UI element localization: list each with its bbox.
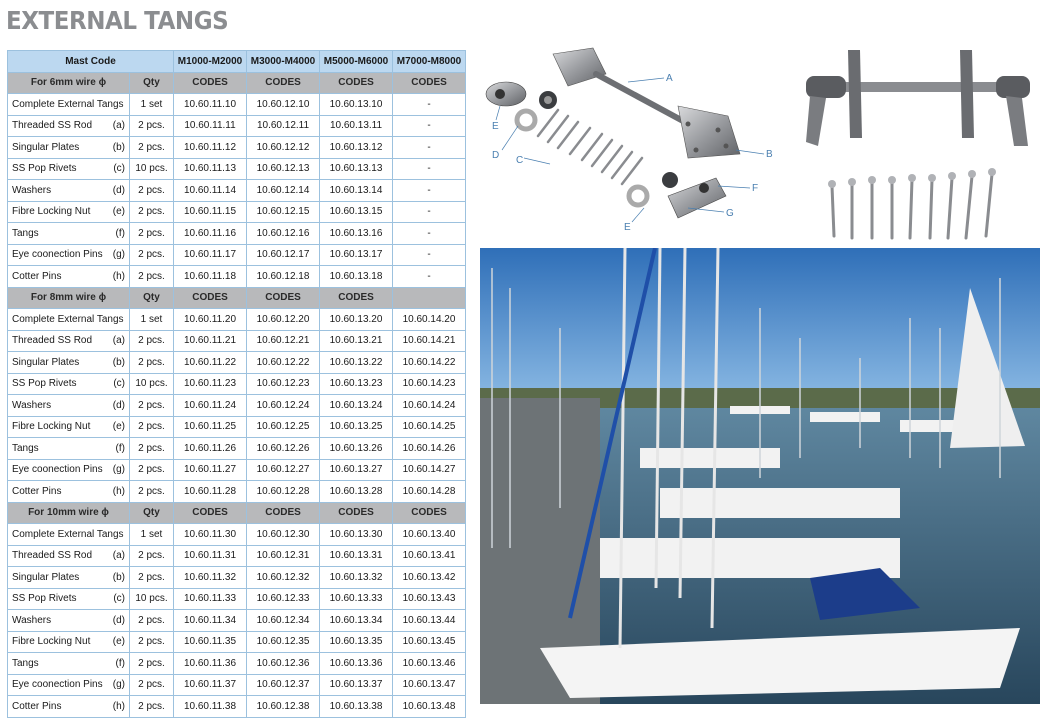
qty-cell: 2 pcs. bbox=[130, 137, 174, 159]
codes-header bbox=[393, 287, 466, 309]
item-ref: (e) bbox=[112, 421, 125, 433]
item-name: Complete External Tangs bbox=[12, 98, 124, 110]
code-cell: 10.60.12.26 bbox=[247, 438, 320, 460]
code-cell: 10.60.13.21 bbox=[320, 330, 393, 352]
code-cell: 10.60.13.28 bbox=[320, 481, 393, 503]
code-cell: - bbox=[393, 266, 466, 288]
item-cell bbox=[8, 352, 130, 374]
qty-cell: 2 pcs. bbox=[130, 610, 174, 632]
item-cell bbox=[8, 631, 130, 653]
code-cell: 10.60.13.22 bbox=[320, 352, 393, 374]
table-row bbox=[8, 481, 466, 503]
code-cell: 10.60.13.42 bbox=[393, 567, 466, 589]
code-cell: 10.60.12.13 bbox=[247, 158, 320, 180]
code-cell: 10.60.12.20 bbox=[247, 309, 320, 331]
qty-cell: 1 set bbox=[130, 309, 174, 331]
item-ref: (e) bbox=[112, 206, 125, 218]
code-cell: 10.60.12.12 bbox=[247, 137, 320, 159]
table-row bbox=[8, 244, 466, 266]
code-cell: 10.60.14.22 bbox=[393, 352, 466, 374]
code-cell: 10.60.11.37 bbox=[174, 674, 247, 696]
code-cell: 10.60.13.36 bbox=[320, 653, 393, 675]
table-row bbox=[8, 545, 466, 567]
table-row bbox=[8, 223, 466, 245]
mast-column-header: M3000-M4000 bbox=[247, 51, 320, 73]
table-row bbox=[8, 94, 466, 116]
code-cell: 10.60.11.22 bbox=[174, 352, 247, 374]
code-cell: 10.60.13.40 bbox=[393, 524, 466, 546]
table-row bbox=[8, 610, 466, 632]
code-cell: 10.60.12.28 bbox=[247, 481, 320, 503]
table-row bbox=[8, 309, 466, 331]
qty-cell: 2 pcs. bbox=[130, 438, 174, 460]
code-cell: 10.60.13.27 bbox=[320, 459, 393, 481]
table-row bbox=[8, 373, 466, 395]
item-cell bbox=[8, 395, 130, 417]
code-cell: 10.60.13.15 bbox=[320, 201, 393, 223]
item-ref: (c) bbox=[113, 163, 125, 175]
code-cell: 10.60.12.22 bbox=[247, 352, 320, 374]
code-cell: 10.60.11.15 bbox=[174, 201, 247, 223]
item-name: Tangs bbox=[12, 657, 39, 669]
section-header-row bbox=[8, 287, 466, 309]
code-cell: 10.60.13.37 bbox=[320, 674, 393, 696]
code-cell: 10.60.12.31 bbox=[247, 545, 320, 567]
code-cell: 10.60.11.33 bbox=[174, 588, 247, 610]
codes-header: CODES bbox=[247, 502, 320, 524]
code-cell: 10.60.14.20 bbox=[393, 309, 466, 331]
item-ref: (a) bbox=[112, 335, 125, 347]
item-ref: (h) bbox=[112, 485, 125, 497]
qty-cell: 10 pcs. bbox=[130, 373, 174, 395]
code-cell: 10.60.13.45 bbox=[393, 631, 466, 653]
mast-column-header: M7000-M8000 bbox=[393, 51, 466, 73]
code-cell: 10.60.11.25 bbox=[174, 416, 247, 438]
qty-cell: 2 pcs. bbox=[130, 266, 174, 288]
item-cell bbox=[8, 567, 130, 589]
item-ref: (c) bbox=[113, 593, 125, 605]
item-cell bbox=[8, 158, 130, 180]
item-name: Tangs bbox=[12, 442, 39, 454]
code-cell: 10.60.13.12 bbox=[320, 137, 393, 159]
code-cell: - bbox=[393, 115, 466, 137]
table-row bbox=[8, 674, 466, 696]
item-name: Fibre Locking Nut bbox=[12, 636, 91, 648]
code-cell: 10.60.12.21 bbox=[247, 330, 320, 352]
tang-parts-diagram bbox=[478, 46, 778, 236]
item-cell bbox=[8, 201, 130, 223]
code-cell: 10.60.13.13 bbox=[320, 158, 393, 180]
item-ref: (b) bbox=[112, 356, 125, 368]
code-cell: 10.60.13.10 bbox=[320, 94, 393, 116]
item-cell bbox=[8, 653, 130, 675]
section-title: For 6mm wire ϕ bbox=[8, 72, 130, 94]
code-cell: 10.60.13.26 bbox=[320, 438, 393, 460]
section-header-row bbox=[8, 502, 466, 524]
code-cell: 10.60.11.11 bbox=[174, 115, 247, 137]
table-row bbox=[8, 459, 466, 481]
label-e-right: E bbox=[624, 222, 631, 233]
item-ref: (a) bbox=[112, 550, 125, 562]
code-cell: 10.60.12.27 bbox=[247, 459, 320, 481]
section-header-row bbox=[8, 72, 466, 94]
code-cell: 10.60.12.14 bbox=[247, 180, 320, 202]
item-ref: (f) bbox=[115, 227, 125, 239]
item-cell bbox=[8, 180, 130, 202]
item-ref: (f) bbox=[115, 657, 125, 669]
code-cell: 10.60.11.35 bbox=[174, 631, 247, 653]
item-name: Cotter Pins bbox=[12, 485, 62, 497]
code-cell: 10.60.12.35 bbox=[247, 631, 320, 653]
code-cell: 10.60.11.31 bbox=[174, 545, 247, 567]
table-row bbox=[8, 524, 466, 546]
item-ref: (d) bbox=[112, 614, 125, 626]
item-name: Threaded SS Rod bbox=[12, 120, 93, 132]
item-ref: (g) bbox=[112, 679, 125, 691]
table-row bbox=[8, 137, 466, 159]
item-name: Cotter Pins bbox=[12, 270, 62, 282]
code-cell: 10.60.13.16 bbox=[320, 223, 393, 245]
item-cell bbox=[8, 459, 130, 481]
code-cell: 10.60.13.20 bbox=[320, 309, 393, 331]
code-cell: 10.60.14.21 bbox=[393, 330, 466, 352]
table-row bbox=[8, 352, 466, 374]
item-name: Complete External Tangs bbox=[12, 528, 124, 540]
item-ref: (e) bbox=[112, 636, 125, 648]
item-ref: (f) bbox=[115, 442, 125, 454]
item-cell bbox=[8, 137, 130, 159]
code-cell: 10.60.13.46 bbox=[393, 653, 466, 675]
code-cell: 10.60.13.18 bbox=[320, 266, 393, 288]
qty-cell: 2 pcs. bbox=[130, 180, 174, 202]
item-cell bbox=[8, 696, 130, 718]
code-cell: 10.60.11.28 bbox=[174, 481, 247, 503]
qty-cell: 2 pcs. bbox=[130, 115, 174, 137]
qty-cell: 10 pcs. bbox=[130, 588, 174, 610]
code-cell: 10.60.11.38 bbox=[174, 696, 247, 718]
qty-cell: 2 pcs. bbox=[130, 395, 174, 417]
code-cell: 10.60.11.21 bbox=[174, 330, 247, 352]
qty-cell: 2 pcs. bbox=[130, 201, 174, 223]
label-g: G bbox=[726, 208, 734, 219]
code-cell: 10.60.12.38 bbox=[247, 696, 320, 718]
code-cell: - bbox=[393, 223, 466, 245]
item-name: SS Pop Rivets bbox=[12, 163, 77, 175]
item-cell bbox=[8, 610, 130, 632]
qty-cell: 2 pcs. bbox=[130, 567, 174, 589]
table-row bbox=[8, 438, 466, 460]
code-cell: 10.60.11.16 bbox=[174, 223, 247, 245]
code-cell: 10.60.12.18 bbox=[247, 266, 320, 288]
code-cell: 10.60.11.17 bbox=[174, 244, 247, 266]
code-cell: 10.60.13.47 bbox=[393, 674, 466, 696]
label-c: C bbox=[516, 155, 524, 166]
codes-header: CODES bbox=[320, 72, 393, 94]
code-cell: 10.60.12.10 bbox=[247, 94, 320, 116]
item-cell bbox=[8, 674, 130, 696]
qty-cell: 2 pcs. bbox=[130, 459, 174, 481]
code-cell: 10.60.11.26 bbox=[174, 438, 247, 460]
table-row bbox=[8, 330, 466, 352]
item-cell bbox=[8, 373, 130, 395]
qty-cell: 10 pcs. bbox=[130, 158, 174, 180]
item-name: Fibre Locking Nut bbox=[12, 206, 91, 218]
label-a: A bbox=[666, 73, 673, 84]
qty-cell: 2 pcs. bbox=[130, 352, 174, 374]
qty-cell: 2 pcs. bbox=[130, 223, 174, 245]
code-cell: 10.60.12.24 bbox=[247, 395, 320, 417]
code-cell: 10.60.11.13 bbox=[174, 158, 247, 180]
table-row bbox=[8, 158, 466, 180]
code-cell: - bbox=[393, 94, 466, 116]
item-cell bbox=[8, 244, 130, 266]
item-cell bbox=[8, 588, 130, 610]
code-cell: 10.60.12.34 bbox=[247, 610, 320, 632]
item-name: Eye coonection Pins bbox=[12, 464, 103, 476]
item-cell bbox=[8, 115, 130, 137]
qty-cell: 2 pcs. bbox=[130, 674, 174, 696]
item-cell bbox=[8, 438, 130, 460]
item-cell bbox=[8, 524, 130, 546]
code-cell: 10.60.12.23 bbox=[247, 373, 320, 395]
code-cell: 10.60.13.32 bbox=[320, 567, 393, 589]
item-ref: (h) bbox=[112, 270, 125, 282]
table-row bbox=[8, 631, 466, 653]
code-cell: 10.60.13.31 bbox=[320, 545, 393, 567]
label-e-left: E bbox=[492, 121, 499, 132]
code-cell: 10.60.11.36 bbox=[174, 653, 247, 675]
code-cell: 10.60.14.26 bbox=[393, 438, 466, 460]
code-cell: 10.60.13.14 bbox=[320, 180, 393, 202]
code-cell: 10.60.11.34 bbox=[174, 610, 247, 632]
code-cell: 10.60.11.30 bbox=[174, 524, 247, 546]
code-cell: 10.60.14.28 bbox=[393, 481, 466, 503]
code-cell: - bbox=[393, 244, 466, 266]
codes-header: CODES bbox=[174, 502, 247, 524]
label-b: B bbox=[766, 149, 773, 160]
table-row bbox=[8, 696, 466, 718]
table-row bbox=[8, 395, 466, 417]
mast-column-header: M5000-M6000 bbox=[320, 51, 393, 73]
table-row bbox=[8, 567, 466, 589]
table-row bbox=[8, 653, 466, 675]
item-name: Tangs bbox=[12, 227, 39, 239]
label-f: F bbox=[752, 183, 759, 194]
code-cell: 10.60.12.30 bbox=[247, 524, 320, 546]
mast-code-label: Mast Code bbox=[8, 51, 174, 73]
item-name: Fibre Locking Nut bbox=[12, 421, 91, 433]
item-name: Threaded SS Rod bbox=[12, 335, 93, 347]
code-cell: 10.60.13.48 bbox=[393, 696, 466, 718]
item-name: Cotter Pins bbox=[12, 700, 62, 712]
qty-cell: 1 set bbox=[130, 94, 174, 116]
qty-cell: 2 pcs. bbox=[130, 696, 174, 718]
item-ref: (d) bbox=[112, 184, 125, 196]
code-cell: 10.60.13.30 bbox=[320, 524, 393, 546]
qty-cell: 1 set bbox=[130, 524, 174, 546]
code-cell: 10.60.13.34 bbox=[320, 610, 393, 632]
code-cell: - bbox=[393, 158, 466, 180]
qty-cell: 2 pcs. bbox=[130, 244, 174, 266]
item-name: SS Pop Rivets bbox=[12, 593, 77, 605]
code-cell: 10.60.12.25 bbox=[247, 416, 320, 438]
item-name: Washers bbox=[12, 399, 52, 411]
qty-header: Qty bbox=[130, 72, 174, 94]
codes-header: CODES bbox=[174, 287, 247, 309]
code-cell: 10.60.13.41 bbox=[393, 545, 466, 567]
qty-header: Qty bbox=[130, 502, 174, 524]
item-cell bbox=[8, 309, 130, 331]
code-cell: 10.60.12.32 bbox=[247, 567, 320, 589]
item-ref: (h) bbox=[112, 700, 125, 712]
code-cell: 10.60.12.15 bbox=[247, 201, 320, 223]
table-row bbox=[8, 266, 466, 288]
code-cell: 10.60.11.12 bbox=[174, 137, 247, 159]
code-cell: 10.60.12.33 bbox=[247, 588, 320, 610]
codes-header: CODES bbox=[393, 502, 466, 524]
code-cell: 10.60.13.33 bbox=[320, 588, 393, 610]
item-cell bbox=[8, 416, 130, 438]
spec-table bbox=[7, 50, 466, 718]
item-ref: (a) bbox=[112, 120, 125, 132]
code-cell: 10.60.12.37 bbox=[247, 674, 320, 696]
code-cell: 10.60.12.17 bbox=[247, 244, 320, 266]
label-d: D bbox=[492, 150, 500, 161]
code-cell: 10.60.13.38 bbox=[320, 696, 393, 718]
code-cell: - bbox=[393, 180, 466, 202]
code-cell: 10.60.11.20 bbox=[174, 309, 247, 331]
codes-header: CODES bbox=[320, 502, 393, 524]
code-cell: 10.60.11.32 bbox=[174, 567, 247, 589]
item-cell bbox=[8, 94, 130, 116]
code-cell: 10.60.12.36 bbox=[247, 653, 320, 675]
item-ref: (b) bbox=[112, 571, 125, 583]
qty-cell: 2 pcs. bbox=[130, 631, 174, 653]
item-cell bbox=[8, 330, 130, 352]
item-name: Singular Plates bbox=[12, 141, 80, 153]
page-title: EXTERNAL TANGS bbox=[6, 6, 229, 35]
code-cell: 10.60.14.23 bbox=[393, 373, 466, 395]
code-cell: 10.60.13.17 bbox=[320, 244, 393, 266]
section-title: For 10mm wire ϕ bbox=[8, 502, 130, 524]
item-cell bbox=[8, 481, 130, 503]
code-cell: 10.60.11.14 bbox=[174, 180, 247, 202]
code-cell: 10.60.11.10 bbox=[174, 94, 247, 116]
code-cell: 10.60.14.27 bbox=[393, 459, 466, 481]
item-name: Washers bbox=[12, 184, 52, 196]
item-cell bbox=[8, 223, 130, 245]
code-cell: 10.60.14.25 bbox=[393, 416, 466, 438]
code-cell: 10.60.11.18 bbox=[174, 266, 247, 288]
qty-cell: 2 pcs. bbox=[130, 330, 174, 352]
item-ref: (d) bbox=[112, 399, 125, 411]
code-cell: 10.60.13.24 bbox=[320, 395, 393, 417]
code-cell: 10.60.11.23 bbox=[174, 373, 247, 395]
codes-header: CODES bbox=[247, 287, 320, 309]
codes-header: CODES bbox=[247, 72, 320, 94]
item-name: Singular Plates bbox=[12, 571, 80, 583]
item-ref: (c) bbox=[113, 378, 125, 390]
codes-header: CODES bbox=[320, 287, 393, 309]
item-ref: (g) bbox=[112, 249, 125, 261]
code-cell: 10.60.13.25 bbox=[320, 416, 393, 438]
qty-cell: 2 pcs. bbox=[130, 481, 174, 503]
section-title: For 8mm wire ϕ bbox=[8, 287, 130, 309]
code-cell: 10.60.14.24 bbox=[393, 395, 466, 417]
code-cell: 10.60.13.35 bbox=[320, 631, 393, 653]
marina-photo bbox=[480, 248, 1040, 704]
item-name: Singular Plates bbox=[12, 356, 80, 368]
item-name: Complete External Tangs bbox=[12, 313, 124, 325]
item-cell bbox=[8, 266, 130, 288]
item-cell bbox=[8, 545, 130, 567]
table-row bbox=[8, 115, 466, 137]
item-name: Threaded SS Rod bbox=[12, 550, 93, 562]
code-cell: 10.60.12.11 bbox=[247, 115, 320, 137]
code-cell: 10.60.13.43 bbox=[393, 588, 466, 610]
code-cell: - bbox=[393, 201, 466, 223]
item-name: Washers bbox=[12, 614, 52, 626]
code-cell: 10.60.11.24 bbox=[174, 395, 247, 417]
code-cell: 10.60.11.27 bbox=[174, 459, 247, 481]
table-row bbox=[8, 588, 466, 610]
code-cell: 10.60.13.23 bbox=[320, 373, 393, 395]
assembled-tang-image bbox=[800, 46, 1035, 244]
code-cell: - bbox=[393, 137, 466, 159]
qty-header: Qty bbox=[130, 287, 174, 309]
mast-column-header: M1000-M2000 bbox=[174, 51, 247, 73]
codes-header: CODES bbox=[393, 72, 466, 94]
code-cell: 10.60.13.11 bbox=[320, 115, 393, 137]
item-ref: (b) bbox=[112, 141, 125, 153]
codes-header: CODES bbox=[174, 72, 247, 94]
qty-cell: 2 pcs. bbox=[130, 416, 174, 438]
item-name: SS Pop Rivets bbox=[12, 378, 77, 390]
mast-code-header-row bbox=[8, 51, 466, 73]
item-name: Eye coonection Pins bbox=[12, 679, 103, 691]
table-row bbox=[8, 201, 466, 223]
item-name: Eye coonection Pins bbox=[12, 249, 103, 261]
qty-cell: 2 pcs. bbox=[130, 653, 174, 675]
item-ref: (g) bbox=[112, 464, 125, 476]
table-row bbox=[8, 180, 466, 202]
qty-cell: 2 pcs. bbox=[130, 545, 174, 567]
code-cell: 10.60.13.44 bbox=[393, 610, 466, 632]
table-row bbox=[8, 416, 466, 438]
code-cell: 10.60.12.16 bbox=[247, 223, 320, 245]
